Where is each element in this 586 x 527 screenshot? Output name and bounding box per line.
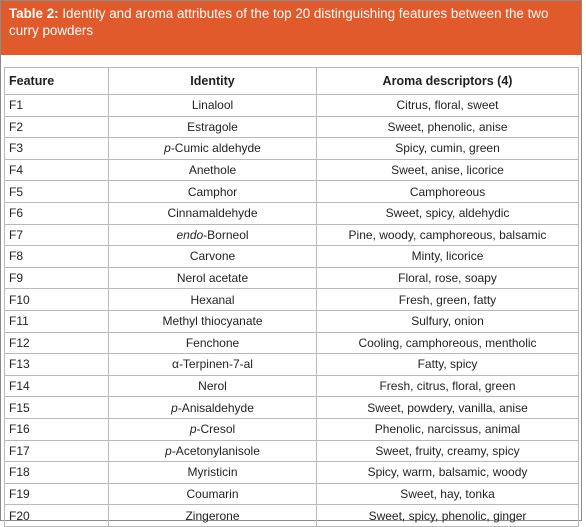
identity-cell <box>109 310 317 332</box>
table-row <box>5 462 579 484</box>
identity-prefix: endo <box>176 227 204 242</box>
identity-name: -Cresol <box>196 422 236 437</box>
identity-cell <box>109 332 317 354</box>
identity-name: Camphor <box>187 184 238 199</box>
identity-name: Methyl thiocyanate <box>162 314 263 329</box>
aroma-cell: Phenolic, narcissus, animal <box>317 418 579 440</box>
identity-cell <box>109 224 317 246</box>
caption-text: Identity and aroma attributes of the top 20 distinguishing features between the two curry powders <box>9 6 549 38</box>
identity-cell <box>109 116 317 138</box>
feature-cell: F8 <box>5 246 109 268</box>
table-row <box>5 397 579 419</box>
table-row <box>5 246 579 268</box>
feature-cell: F9 <box>5 267 109 289</box>
feature-cell: F5 <box>5 181 109 203</box>
identity-name: Coumarin <box>186 486 239 501</box>
header-feature: Feature <box>5 68 109 95</box>
aroma-cell: Cooling, camphoreous, mentholic <box>317 332 579 354</box>
table-row <box>5 181 579 203</box>
feature-cell: F17 <box>5 440 109 462</box>
table-row <box>5 289 579 311</box>
identity-cell <box>109 202 317 224</box>
identity-name: Anethole <box>188 163 237 178</box>
table-row <box>5 159 579 181</box>
feature-cell: F20 <box>5 505 109 527</box>
table-row <box>5 332 579 354</box>
header-row <box>5 68 579 95</box>
identity-prefix: α <box>172 357 179 372</box>
header-aroma: Aroma descriptors (4) <box>317 68 579 95</box>
feature-cell: F14 <box>5 375 109 397</box>
aroma-cell: Fresh, citrus, floral, green <box>317 375 579 397</box>
feature-cell: F16 <box>5 418 109 440</box>
identity-cell <box>109 159 317 181</box>
aroma-cell: Pine, woody, camphoreous, balsamic <box>317 224 579 246</box>
identity-cell <box>109 95 317 117</box>
identity-name: Nerol acetate <box>176 271 249 286</box>
feature-cell: F18 <box>5 462 109 484</box>
identity-cell <box>109 397 317 419</box>
aroma-cell: Sweet, powdery, vanilla, anise <box>317 397 579 419</box>
identity-name: Estragole <box>187 119 238 134</box>
feature-cell: F13 <box>5 354 109 376</box>
feature-cell: F3 <box>5 138 109 160</box>
identity-name: -Acetonylanisole <box>171 443 260 458</box>
identity-name: Nerol <box>198 379 227 394</box>
caption-label: Table 2: <box>9 6 59 21</box>
identity-cell <box>109 354 317 376</box>
aroma-cell: Spicy, warm, balsamic, woody <box>317 462 579 484</box>
aroma-cell: Fatty, spicy <box>317 354 579 376</box>
aroma-table <box>4 67 579 527</box>
feature-cell: F1 <box>5 95 109 117</box>
aroma-cell: Sweet, fruity, creamy, spicy <box>317 440 579 462</box>
aroma-cell: Spicy, cumin, green <box>317 138 579 160</box>
feature-cell: F11 <box>5 310 109 332</box>
table-caption <box>1 1 581 55</box>
identity-cell <box>109 181 317 203</box>
table-body <box>5 95 579 527</box>
identity-name: -Anisaldehyde <box>177 400 254 415</box>
feature-cell: F6 <box>5 202 109 224</box>
identity-prefix: p <box>165 443 172 458</box>
identity-prefix: p <box>164 141 171 156</box>
aroma-cell: Floral, rose, soapy <box>317 267 579 289</box>
identity-cell <box>109 483 317 505</box>
identity-cell <box>109 440 317 462</box>
header-identity: Identity <box>109 68 317 95</box>
table-row <box>5 95 579 117</box>
identity-name: Zingerone <box>185 508 240 523</box>
feature-cell: F12 <box>5 332 109 354</box>
feature-cell: F7 <box>5 224 109 246</box>
identity-name: Carvone <box>189 249 236 264</box>
aroma-cell: Sweet, hay, tonka <box>317 483 579 505</box>
identity-cell <box>109 246 317 268</box>
identity-cell <box>109 289 317 311</box>
feature-cell: F15 <box>5 397 109 419</box>
aroma-cell: Citrus, floral, sweet <box>317 95 579 117</box>
identity-cell <box>109 418 317 440</box>
identity-name: -Cumic aldehyde <box>170 141 261 156</box>
table-row <box>5 418 579 440</box>
identity-name: Linalool <box>191 98 234 113</box>
table-row <box>5 310 579 332</box>
identity-name: -Borneol <box>203 227 249 242</box>
aroma-cell: Sweet, spicy, aldehydic <box>317 202 579 224</box>
identity-name: Myristicin <box>187 465 238 480</box>
identity-name: Fenchone <box>185 335 240 350</box>
identity-name: -Terpinen-7-al <box>178 357 253 372</box>
feature-cell: F4 <box>5 159 109 181</box>
table-row <box>5 267 579 289</box>
aroma-cell: Sweet, phenolic, anise <box>317 116 579 138</box>
aroma-cell: Sulfury, onion <box>317 310 579 332</box>
table-row <box>5 483 579 505</box>
identity-prefix: p <box>189 422 197 437</box>
identity-cell <box>109 138 317 160</box>
identity-name: Cinnamaldehyde <box>167 206 258 221</box>
table-row <box>5 375 579 397</box>
aroma-cell: Sweet, spicy, phenolic, ginger <box>317 505 579 527</box>
feature-cell: F19 <box>5 483 109 505</box>
table-row <box>5 440 579 462</box>
table-row <box>5 354 579 376</box>
identity-cell <box>109 375 317 397</box>
feature-cell: F10 <box>5 289 109 311</box>
identity-cell <box>109 462 317 484</box>
table-row <box>5 505 579 527</box>
aroma-cell: Minty, licorice <box>317 246 579 268</box>
aroma-cell: Fresh, green, fatty <box>317 289 579 311</box>
feature-cell: F2 <box>5 116 109 138</box>
table-row <box>5 224 579 246</box>
table-row <box>5 202 579 224</box>
identity-cell <box>109 505 317 527</box>
identity-cell <box>109 267 317 289</box>
table-row <box>5 116 579 138</box>
aroma-cell: Sweet, anise, licorice <box>317 159 579 181</box>
identity-name: Hexanal <box>190 292 235 307</box>
table-row <box>5 138 579 160</box>
identity-prefix: p <box>171 400 178 415</box>
aroma-cell: Camphoreous <box>317 181 579 203</box>
